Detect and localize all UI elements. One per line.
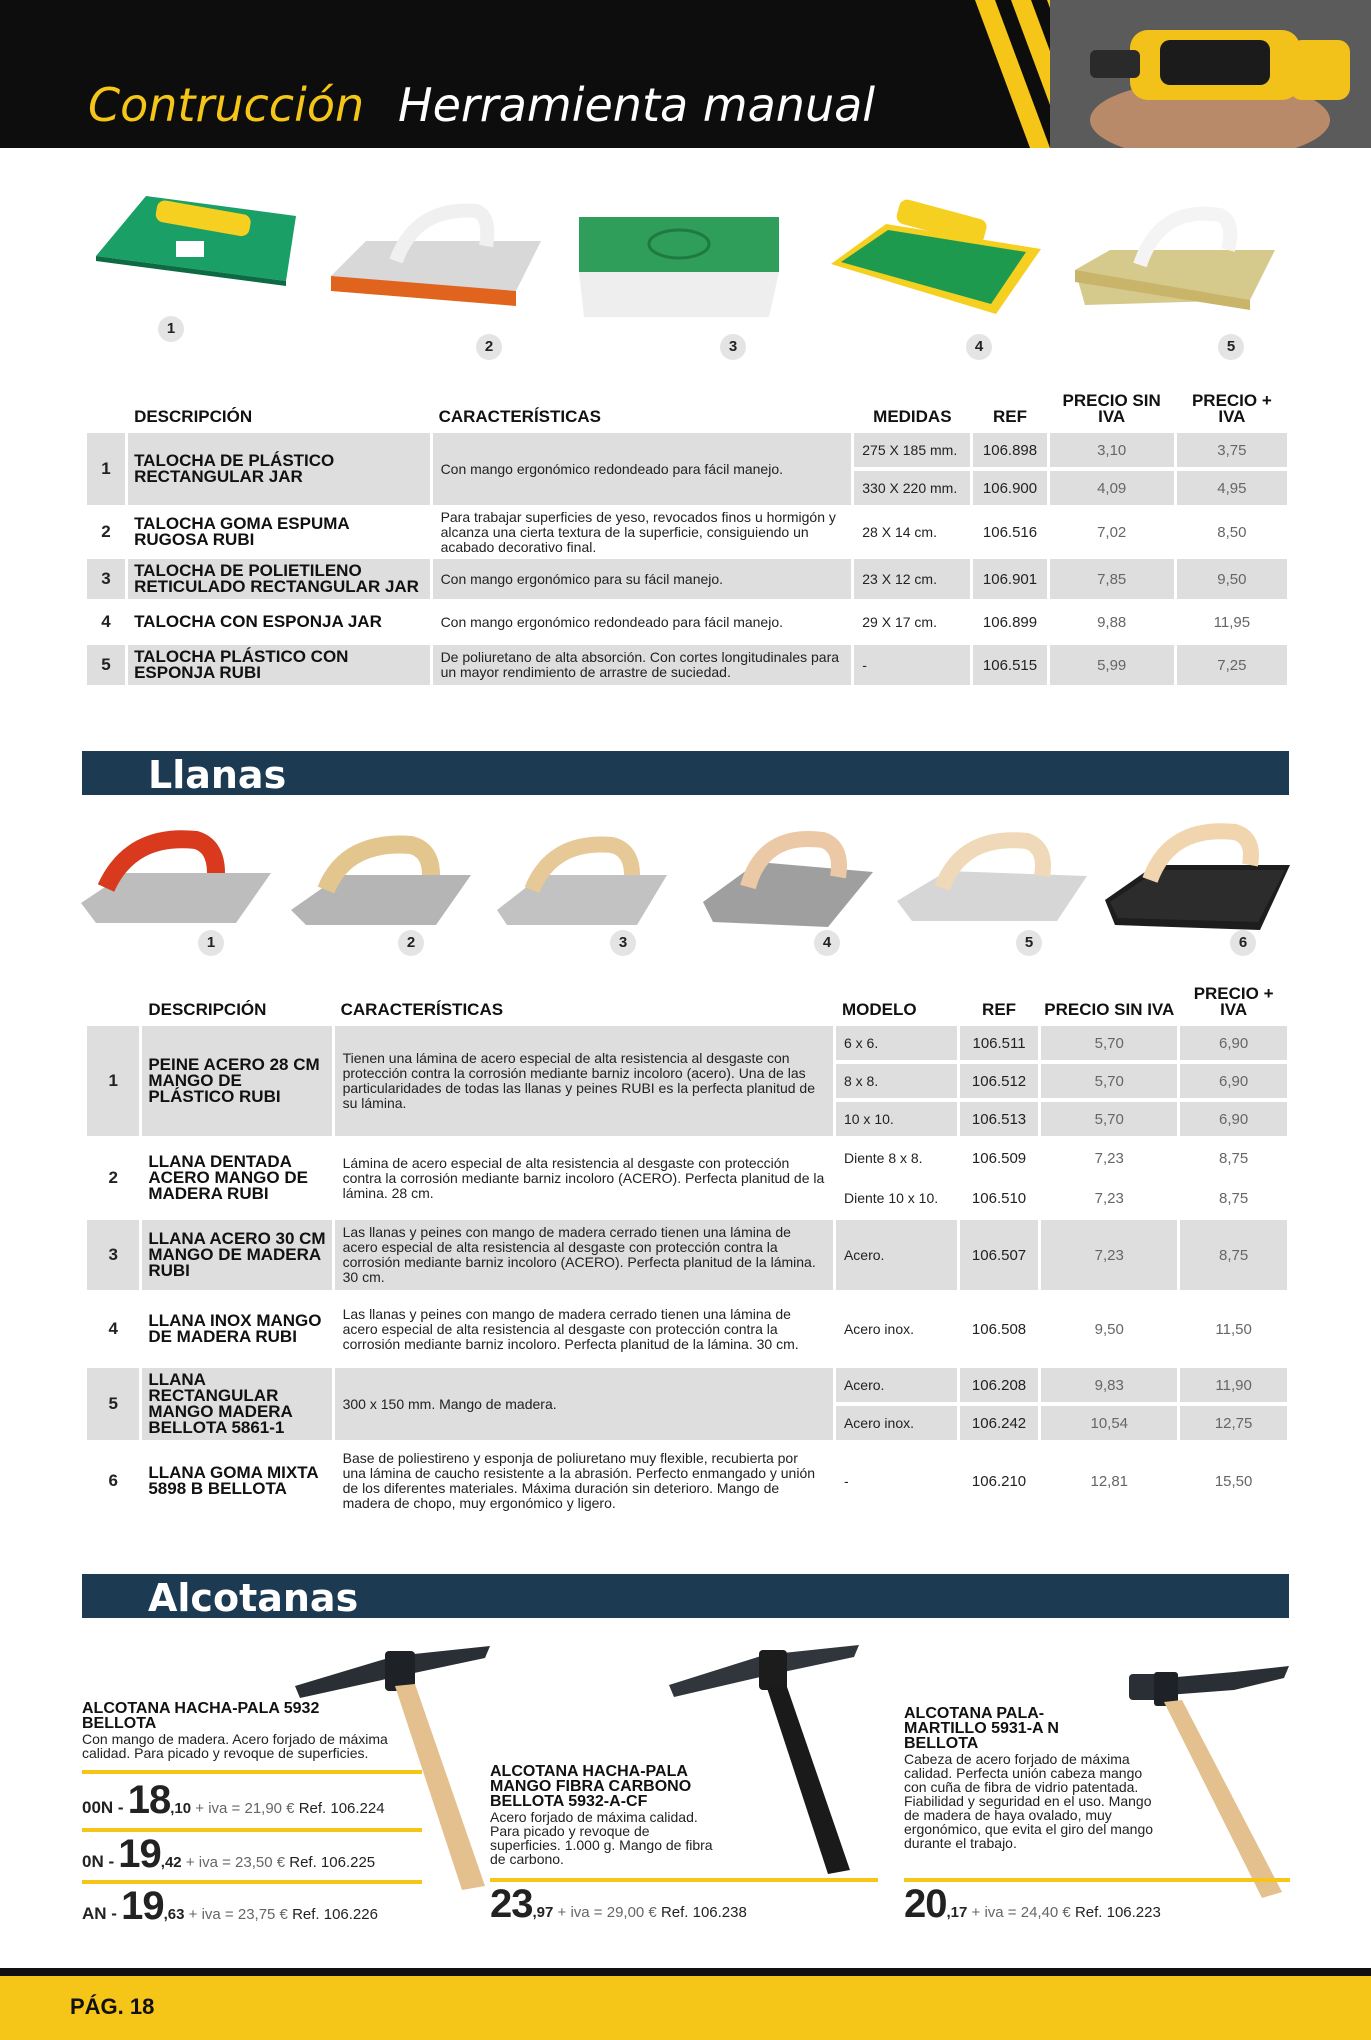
row-size: 29 X 17 cm. bbox=[854, 603, 970, 641]
alcotana-3-price bbox=[904, 1882, 1161, 1927]
row-description: TALOCHA PLÁSTICO CON ESPONJA RUBI bbox=[128, 645, 430, 685]
llana-number-5: 5 bbox=[1016, 930, 1042, 956]
row-number: 6 bbox=[87, 1444, 139, 1518]
page-footer bbox=[0, 1976, 1371, 2040]
llana-number-4: 4 bbox=[814, 930, 840, 956]
price-decimal: ,97 bbox=[532, 1904, 554, 1921]
row-price-iva: 9,50 bbox=[1177, 559, 1287, 599]
table-row bbox=[87, 559, 1287, 599]
row-number: 1 bbox=[87, 433, 125, 505]
header-category: Contrucción bbox=[88, 78, 365, 132]
row-price-iva: 8,50 bbox=[1177, 509, 1287, 555]
th-precio-iva: PRECIO + IVA bbox=[1193, 984, 1274, 1019]
row-ref: 106.510 bbox=[960, 1180, 1039, 1216]
row-characteristics: Con mango ergonómico redondeado para fácil manejo. bbox=[433, 433, 852, 505]
talocha-4-image bbox=[826, 194, 1046, 324]
row-size: 23 X 12 cm. bbox=[854, 559, 970, 599]
row-characteristics: Con mango ergonómico para su fácil manejo. bbox=[433, 559, 852, 599]
row-description: PEINE ACERO 28 CM MANGO DE PLÁSTICO RUBI bbox=[142, 1026, 331, 1136]
table-row bbox=[87, 1368, 1287, 1402]
row-price-iva: 11,90 bbox=[1180, 1368, 1287, 1402]
row-number: 3 bbox=[87, 559, 125, 599]
row-ref: 106.242 bbox=[960, 1406, 1039, 1440]
row-description: LLANA INOX MANGO DE MADERA RUBI bbox=[142, 1294, 331, 1364]
row-number: 5 bbox=[87, 1368, 139, 1440]
row-ref: 106.507 bbox=[960, 1220, 1039, 1290]
row-price-iva: 4,95 bbox=[1177, 471, 1287, 505]
row-price-sin-iva: 4,09 bbox=[1050, 471, 1174, 505]
table-row bbox=[87, 1220, 1287, 1290]
row-ref: 106.509 bbox=[960, 1140, 1039, 1176]
row-price-iva: 6,90 bbox=[1180, 1102, 1287, 1136]
llana-4-image bbox=[698, 822, 878, 932]
alcotana-1-price-00n bbox=[82, 1778, 385, 1823]
th-precio-iva: PRECIO + IVA bbox=[1191, 391, 1272, 426]
row-price-sin-iva: 7,23 bbox=[1041, 1140, 1177, 1176]
table-row bbox=[87, 603, 1287, 641]
row-price-iva: 7,25 bbox=[1177, 645, 1287, 685]
row-description: TALOCHA DE POLIETILENO RETICULADO RECTANGULAR JAR bbox=[128, 559, 430, 599]
price-prefix: 0N - bbox=[82, 1852, 115, 1871]
llana-number-1: 1 bbox=[198, 930, 224, 956]
llana-6-image bbox=[1100, 820, 1292, 940]
row-price-sin-iva: 9,50 bbox=[1041, 1294, 1177, 1364]
section-llanas bbox=[82, 751, 1289, 795]
row-model: Diente 8 x 8. bbox=[836, 1140, 957, 1176]
price-iva: + iva = 24,40 € bbox=[967, 1904, 1075, 1921]
row-price-iva: 11,50 bbox=[1180, 1294, 1287, 1364]
row-price-sin-iva: 7,02 bbox=[1050, 509, 1174, 555]
talocha-2-image bbox=[326, 196, 546, 316]
row-price-sin-iva: 9,83 bbox=[1041, 1368, 1177, 1402]
talocha-number-3: 3 bbox=[720, 334, 746, 360]
row-model: Diente 10 x 10. bbox=[836, 1180, 957, 1216]
row-model: 8 x 8. bbox=[836, 1064, 957, 1098]
row-price-iva: 6,90 bbox=[1180, 1026, 1287, 1060]
price-iva: + iva = 23,50 € bbox=[181, 1854, 290, 1871]
price-prefix: AN - bbox=[82, 1904, 117, 1923]
row-price-iva: 12,75 bbox=[1180, 1406, 1287, 1440]
row-model: Acero inox. bbox=[836, 1294, 957, 1364]
row-price-sin-iva: 5,70 bbox=[1041, 1064, 1177, 1098]
th-descripcion: DESCRIPCIÓN bbox=[134, 407, 253, 426]
alcotana-1-title: ALCOTANA HACHA-PALA 5932 BELLOTA bbox=[82, 1700, 320, 1732]
row-size: 275 X 185 mm. bbox=[854, 433, 970, 467]
table-row bbox=[87, 1026, 1287, 1060]
row-description: LLANA ACERO 30 CM MANGO DE MADERA RUBI bbox=[142, 1220, 331, 1290]
row-number: 2 bbox=[87, 1140, 139, 1216]
row-description: LLANA GOMA MIXTA 5898 B BELLOTA bbox=[142, 1444, 331, 1518]
price-decimal: ,42 bbox=[160, 1854, 182, 1871]
llana-3-image bbox=[492, 830, 672, 930]
row-price-sin-iva: 7,23 bbox=[1041, 1220, 1177, 1290]
footer-divider bbox=[0, 1968, 1371, 1976]
llana-number-3: 3 bbox=[610, 930, 636, 956]
talochas-table bbox=[84, 380, 1290, 689]
alcotana-2-title: ALCOTANA HACHA-PALA MANGO FIBRA CARBONO BELLOTA 5932-A-CF bbox=[490, 1763, 692, 1810]
row-size: 28 X 14 cm. bbox=[854, 509, 970, 555]
row-characteristics: Las llanas y peines con mango de madera cerrado tienen una lámina de acero especial de alta resistencia al desgaste con protección contra la corrosión mediante barniz incoloro. Perfecta planitud de la lámina. 30 cm. bbox=[335, 1294, 833, 1364]
row-model: 6 x 6. bbox=[836, 1026, 957, 1060]
row-price-iva: 15,50 bbox=[1180, 1444, 1287, 1518]
table-row bbox=[87, 433, 1287, 467]
price-ref: Ref. 106.225 bbox=[289, 1854, 376, 1871]
row-number: 1 bbox=[87, 1026, 139, 1136]
row-number: 3 bbox=[87, 1220, 139, 1290]
price-decimal: ,17 bbox=[946, 1904, 968, 1921]
alcotana-1-price-an bbox=[82, 1884, 378, 1929]
row-price-sin-iva: 12,81 bbox=[1041, 1444, 1177, 1518]
alcotana-2-price bbox=[490, 1882, 747, 1927]
row-model: Acero. bbox=[836, 1220, 957, 1290]
row-price-iva: 11,95 bbox=[1177, 603, 1287, 641]
row-price-iva: 8,75 bbox=[1180, 1220, 1287, 1290]
row-description: TALOCHA GOMA ESPUMA RUGOSA RUBI bbox=[128, 509, 430, 555]
row-ref: 106.515 bbox=[973, 645, 1046, 685]
price-iva: + iva = 29,00 € bbox=[553, 1904, 661, 1921]
row-price-sin-iva: 7,23 bbox=[1041, 1180, 1177, 1216]
llana-1-image bbox=[76, 828, 276, 928]
row-model: - bbox=[836, 1444, 957, 1518]
talocha-1-image bbox=[86, 186, 306, 296]
th-precio-sin-iva: PRECIO SIN IVA bbox=[1062, 391, 1161, 426]
price-iva: + iva = 23,75 € bbox=[184, 1906, 293, 1923]
llana-2-image bbox=[286, 830, 476, 930]
price-decimal: ,63 bbox=[163, 1906, 185, 1923]
row-price-sin-iva: 3,10 bbox=[1050, 433, 1174, 467]
section-title: Llanas bbox=[148, 753, 287, 797]
talocha-3-image bbox=[574, 212, 784, 322]
drill-photo bbox=[1050, 0, 1371, 148]
row-ref: 106.901 bbox=[973, 559, 1046, 599]
row-ref: 106.898 bbox=[973, 433, 1046, 467]
price-prefix: 00N - bbox=[82, 1798, 124, 1817]
row-description: TALOCHA CON ESPONJA JAR bbox=[128, 603, 430, 641]
llana-number-2: 2 bbox=[398, 930, 424, 956]
row-description: LLANA RECTANGULAR MANGO MADERA BELLOTA 5861-1 bbox=[142, 1368, 331, 1440]
row-characteristics: 300 x 150 mm. Mango de madera. bbox=[335, 1368, 833, 1440]
row-ref: 106.899 bbox=[973, 603, 1046, 641]
th-caracteristicas: CARACTERÍSTICAS bbox=[340, 1000, 504, 1019]
price-integer: 19 bbox=[118, 1832, 161, 1876]
row-ref: 106.513 bbox=[960, 1102, 1039, 1136]
row-ref: 106.508 bbox=[960, 1294, 1039, 1364]
row-price-sin-iva: 9,88 bbox=[1050, 603, 1174, 641]
alcotana-1-price-0n bbox=[82, 1832, 375, 1877]
row-price-iva: 6,90 bbox=[1180, 1064, 1287, 1098]
row-price-sin-iva: 5,70 bbox=[1041, 1102, 1177, 1136]
row-ref: 106.900 bbox=[973, 471, 1046, 505]
page-number: PÁG. 18 bbox=[70, 1994, 155, 2019]
row-characteristics: Para trabajar superficies de yeso, revocados finos u hormigón y alcanza una cierta textura de la superficie, consiguiendo un acabado decorativo final. bbox=[433, 509, 852, 555]
price-integer: 23 bbox=[490, 1882, 533, 1926]
row-price-sin-iva: 10,54 bbox=[1041, 1406, 1177, 1440]
row-model: Acero. bbox=[836, 1368, 957, 1402]
th-descripcion: DESCRIPCIÓN bbox=[148, 1000, 267, 1019]
page-header bbox=[0, 0, 1371, 148]
row-price-sin-iva: 7,85 bbox=[1050, 559, 1174, 599]
th-medidas: MEDIDAS bbox=[873, 407, 952, 426]
table-row bbox=[87, 1444, 1287, 1518]
talocha-number-4: 4 bbox=[966, 334, 992, 360]
table-row bbox=[87, 1294, 1287, 1364]
row-size: - bbox=[854, 645, 970, 685]
price-ref: Ref. 106.226 bbox=[292, 1906, 378, 1923]
row-characteristics: Base de poliestireno y esponja de poliuretano muy flexible, recubierta por una lámina de caucho resistente a la abrasión. Perfecto enmangado y unión de los diferentes materiales. Máxima duración sin deterioro. Mango de madera de chopo, muy ergonómico y ligero. bbox=[335, 1444, 833, 1518]
talocha-number-1: 1 bbox=[158, 316, 184, 342]
alcotana-2-description: Acero forjado de máxima calidad. Para picado y revoque de superficies. 1.000 g. Mango de fibra de carbono. bbox=[490, 1809, 713, 1867]
row-characteristics: Las llanas y peines con mango de madera cerrado tienen una lámina de acero especial de alta resistencia al desgaste con protección contra la corrosión mediante barniz incoloro (ACERO). Perfecta planitud de la lámina. 30 cm. bbox=[335, 1220, 833, 1290]
row-price-sin-iva: 5,99 bbox=[1050, 645, 1174, 685]
row-ref: 106.512 bbox=[960, 1064, 1039, 1098]
alcotana-3-title: ALCOTANA PALA-MARTILLO 5931-A N BELLOTA bbox=[904, 1705, 1059, 1752]
table-row bbox=[87, 645, 1287, 685]
row-number: 2 bbox=[87, 509, 125, 555]
alcotana-3-description: Cabeza de acero forjado de máxima calidad. Perfecta unión cabeza mango con cuña de fibra de vidrio patentada. Fiabilidad y seguridad en el uso. Mango de madera de haya ovalado, muy ergonómico, que evita el giro del mango durante el trabajo. bbox=[904, 1751, 1154, 1851]
price-ref: Ref. 106.224 bbox=[298, 1800, 385, 1817]
alcotana-1-description: Con mango de madera. Acero forjado de máxima calidad. Para picado y revoque de superficies. bbox=[82, 1731, 388, 1761]
llanas-table bbox=[84, 976, 1290, 1522]
price-integer: 19 bbox=[121, 1884, 164, 1928]
price-iva: + iva = 21,90 € bbox=[191, 1800, 299, 1817]
price-ref: Ref. 106.238 bbox=[660, 1904, 747, 1921]
th-precio-sin-iva: PRECIO SIN IVA bbox=[1044, 1000, 1175, 1019]
th-ref: REF bbox=[993, 407, 1027, 426]
th-ref: REF bbox=[982, 1000, 1017, 1019]
table-row bbox=[87, 509, 1287, 555]
price-ref: Ref. 106.223 bbox=[1074, 1904, 1161, 1921]
section-title: Alcotanas bbox=[148, 1576, 359, 1620]
header-title: Herramienta manual bbox=[398, 78, 876, 132]
yellow-divider bbox=[82, 1770, 422, 1774]
row-ref: 106.516 bbox=[973, 509, 1046, 555]
row-number: 4 bbox=[87, 1294, 139, 1364]
row-ref: 106.210 bbox=[960, 1444, 1039, 1518]
llana-number-6: 6 bbox=[1230, 930, 1256, 956]
row-description: TALOCHA DE PLÁSTICO RECTANGULAR JAR bbox=[128, 433, 430, 505]
row-number: 5 bbox=[87, 645, 125, 685]
llana-5-image bbox=[892, 826, 1092, 926]
row-characteristics: Con mango ergonómico redondeado para fácil manejo. bbox=[433, 603, 852, 641]
row-model: 10 x 10. bbox=[836, 1102, 957, 1136]
row-model: Acero inox. bbox=[836, 1406, 957, 1440]
price-integer: 18 bbox=[127, 1778, 171, 1822]
row-ref: 106.511 bbox=[960, 1026, 1039, 1060]
talocha-number-5: 5 bbox=[1218, 334, 1244, 360]
row-price-iva: 8,75 bbox=[1180, 1140, 1287, 1176]
section-alcotanas bbox=[82, 1574, 1289, 1618]
row-number: 4 bbox=[87, 603, 125, 641]
row-size: 330 X 220 mm. bbox=[854, 471, 970, 505]
price-integer: 20 bbox=[904, 1882, 947, 1926]
th-caracteristicas: CARACTERÍSTICAS bbox=[438, 407, 602, 426]
table-row bbox=[87, 1140, 1287, 1176]
row-characteristics: Lámina de acero especial de alta resistencia al desgaste con protección contra la corrosión mediante barniz incoloro (ACERO). Perfecta planitud de la lámina. 28 cm. bbox=[335, 1140, 833, 1216]
row-characteristics: Tienen una lámina de acero especial de alta resistencia al desgaste con protección contra la corrosión mediante barniz incoloro (acero). Una de las particularidades de todas las llanas y peines RUBI es la perfecta planitud de su lámina. bbox=[335, 1026, 833, 1136]
row-price-sin-iva: 5,70 bbox=[1041, 1026, 1177, 1060]
th-modelo: MODELO bbox=[841, 1000, 917, 1019]
row-description: LLANA DENTADA ACERO MANGO DE MADERA RUBI bbox=[142, 1140, 331, 1216]
price-decimal: ,10 bbox=[170, 1800, 192, 1817]
row-price-iva: 8,75 bbox=[1180, 1180, 1287, 1216]
row-characteristics: De poliuretano de alta absorción. Con cortes longitudinales para un mayor rendimiento de arrastre de suciedad. bbox=[433, 645, 852, 685]
row-ref: 106.208 bbox=[960, 1368, 1039, 1402]
talocha-number-2: 2 bbox=[476, 334, 502, 360]
talocha-5-image bbox=[1070, 200, 1280, 320]
row-price-iva: 3,75 bbox=[1177, 433, 1287, 467]
